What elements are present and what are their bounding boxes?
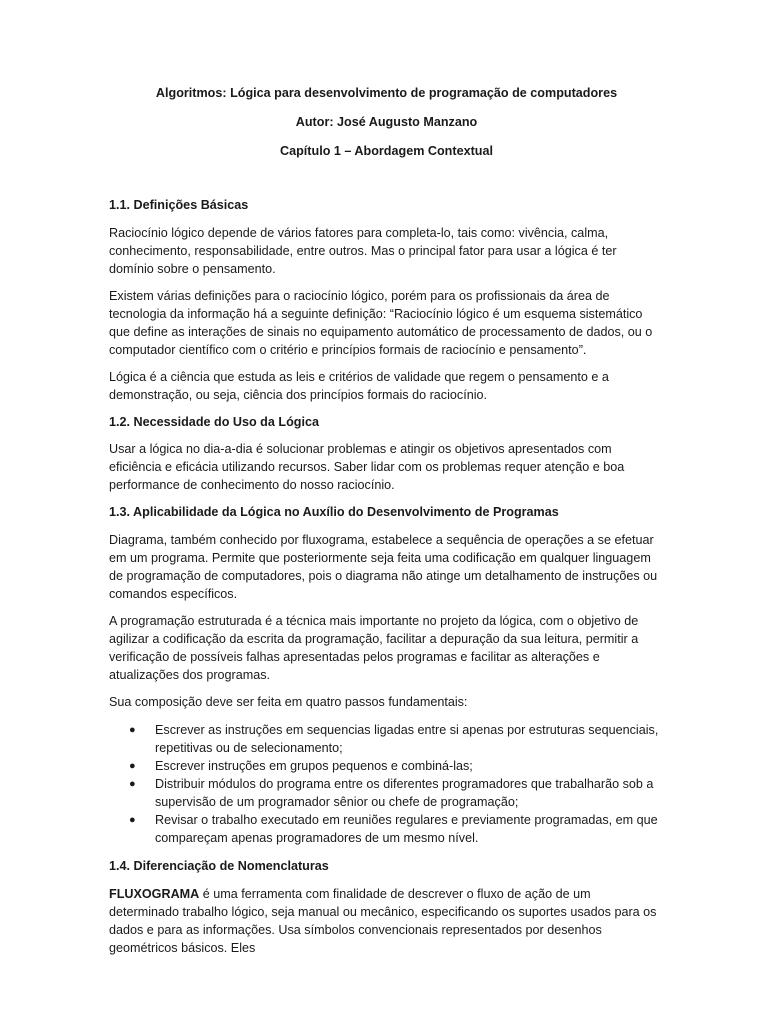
section-heading-1-1: 1.1. Definições Básicas bbox=[109, 198, 249, 212]
section-1-1-paragraph-2: Existem várias definições para o raciocínio lógico, porém para os profissionais da área de tecnologia da informação há a seguinte definição: “Raciocínio lógico é um esquema sistemático que define as interações de sinais no equipamento automático de processamento de dados, ou o computador científico com o critério e princípios formais de raciocínio e pensamento”. bbox=[109, 289, 653, 357]
list-item-text: Revisar o trabalho executado em reuniões regulares e previamente programadas, em que compareçam apenas programadores de um mesmo nível. bbox=[155, 813, 658, 845]
list-item bbox=[109, 775, 664, 811]
section-heading-1-2: 1.2. Necessidade do Uso da Lógica bbox=[109, 415, 319, 429]
section-heading-1-4: 1.4. Diferenciação de Nomenclaturas bbox=[109, 859, 329, 873]
chapter-title: Capítulo 1 – Abordagem Contextual bbox=[280, 144, 493, 158]
list-item-text: Escrever as instruções em sequencias ligadas entre si apenas por estruturas sequenciais, repetitivas ou de selecionamento; bbox=[155, 723, 659, 755]
section-1-1-paragraph-3: Lógica é a ciência que estuda as leis e critérios de validade que regem o pensamento e a demonstração, ou seja, ciência dos princípios formais do raciocínio. bbox=[109, 370, 609, 402]
list-item-text: Distribuir módulos do programa entre os diferentes programadores que trabalharão sob a supervisão de um programador sênior ou chefe de programação; bbox=[155, 777, 654, 809]
section-heading-1-3: 1.3. Aplicabilidade da Lógica no Auxílio do Desenvolvimento de Programas bbox=[109, 505, 559, 519]
section-1-3-paragraph-3: Sua composição deve ser feita em quatro passos fundamentais: bbox=[109, 695, 468, 709]
document-title: Algoritmos: Lógica para desenvolvimento de programação de computadores bbox=[155, 86, 618, 100]
section-1-3-paragraph-2: A programação estruturada é a técnica mais importante no projeto da lógica, com o objetivo de agilizar a codificação da escrita da programação, facilitar a depuração da sua leitura, permitir a verificação de possíveis falhas apresentadas pelos programas e facilitar as alterações e atualizações dos programas. bbox=[109, 614, 639, 682]
bullet-icon: ● bbox=[129, 778, 136, 790]
bullet-icon: ● bbox=[129, 724, 136, 736]
section-1-1-paragraph-1: Raciocínio lógico depende de vários fatores para completa-lo, tais como: vivência, calma, conhecimento, responsabilidade, entre outros. Mas o principal fator para usar a lógica é ter domínio sobre o pensamento. bbox=[109, 226, 617, 276]
list-item bbox=[109, 721, 664, 757]
section-1-2-paragraph-1: Usar a lógica no dia-a-dia é solucionar problemas e atingir os objetivos apresentados com eficiência e eficácia utilizando recursos. Saber lidar com os problemas requer atenção e boa performance de conhecimento do nosso raciocínio. bbox=[109, 442, 625, 492]
term-fluxograma: FLUXOGRAMA bbox=[109, 887, 200, 901]
bullet-icon: ● bbox=[129, 760, 136, 772]
steps-list bbox=[109, 721, 664, 847]
section-1-4-paragraph-1 bbox=[109, 885, 664, 957]
section-1-4-paragraph-1-text: é uma ferramenta com finalidade de descrever o fluxo de ação de um determinado trabalho lógico, seja manual ou mecânico, especificando os suportes usados para os dados e para as informações. Usa símbolos convencionais representados por desenhos geométricos básicos. Eles bbox=[109, 887, 657, 955]
list-item bbox=[109, 811, 664, 847]
bullet-icon: ● bbox=[129, 814, 136, 826]
document-author: Autor: José Augusto Manzano bbox=[295, 115, 478, 129]
list-item bbox=[109, 757, 664, 775]
list-item-text: Escrever instruções em grupos pequenos e combiná-las; bbox=[155, 759, 473, 773]
section-1-3-paragraph-1: Diagrama, também conhecido por fluxograma, estabelece a sequência de operações a se efetuar em um programa. Permite que posteriormente seja feita uma codificação em qualquer linguagem de programação de computadores, pois o diagrama não atinge um detalhamento de instruções ou comandos específicos. bbox=[109, 533, 658, 601]
